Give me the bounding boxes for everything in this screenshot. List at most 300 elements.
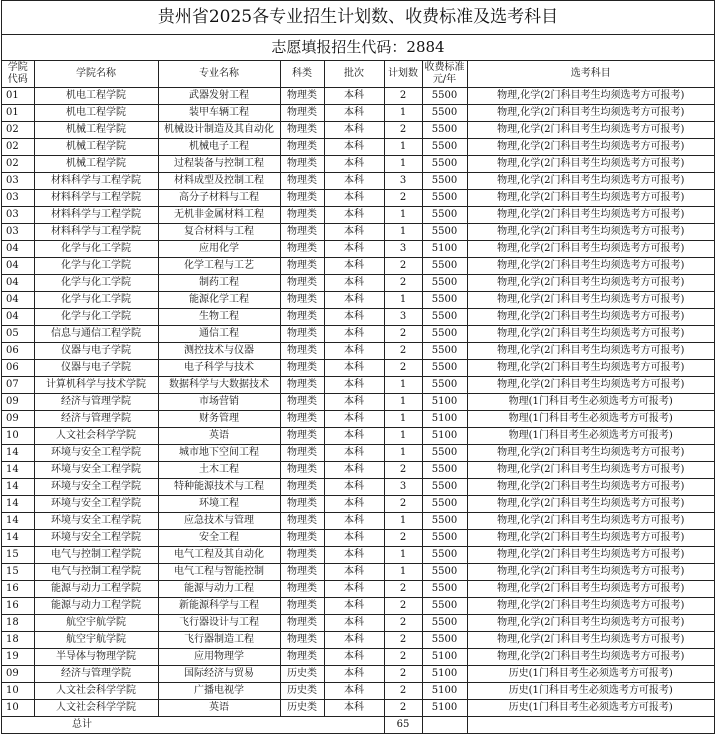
cell-college-name: 化学与化工学院 (34, 292, 158, 309)
cell-college-code: 09 (2, 666, 34, 683)
cell-batch: 本科 (324, 700, 384, 717)
cell-plan-count: 1 (384, 428, 422, 445)
cell-college-name: 仪器与电子学院 (34, 360, 158, 377)
cell-batch: 本科 (324, 530, 384, 547)
cell-plan-count: 2 (384, 666, 422, 683)
header-category: 科类 (280, 61, 324, 88)
table-row (2, 598, 714, 615)
table-row (2, 428, 714, 445)
table-row (2, 581, 714, 598)
cell-category: 物理类 (280, 224, 324, 241)
cell-subjects: 物理,化学(2门科目考生均须选考方可报考) (467, 649, 714, 666)
cell-college-code: 02 (2, 156, 34, 173)
cell-college-code: 15 (2, 547, 34, 564)
cell-category: 历史类 (280, 700, 324, 717)
cell-college-name: 航空宇航学院 (34, 632, 158, 649)
cell-plan-count: 2 (384, 462, 422, 479)
cell-college-code: 03 (2, 173, 34, 190)
cell-college-code: 03 (2, 207, 34, 224)
cell-college-name: 环境与安全工程学院 (34, 462, 158, 479)
table-row (2, 462, 714, 479)
cell-plan-count: 1 (384, 513, 422, 530)
cell-fee: 5100 (422, 428, 467, 445)
cell-college-code: 16 (2, 598, 34, 615)
cell-plan-count: 1 (384, 411, 422, 428)
cell-fee: 5500 (422, 496, 467, 513)
table-row (2, 139, 714, 156)
cell-batch: 本科 (324, 598, 384, 615)
table-row (2, 394, 714, 411)
cell-category: 物理类 (280, 207, 324, 224)
header-college-name: 学院名称 (34, 61, 158, 88)
table-row (2, 411, 714, 428)
cell-subjects: 物理,化学(2门科目考生均须选考方可报考) (467, 377, 714, 394)
cell-college-name: 电气与控制工程学院 (34, 564, 158, 581)
cell-fee: 5500 (422, 445, 467, 462)
cell-subjects: 历史(1门科目考生必须选考方可报考) (467, 683, 714, 700)
cell-batch: 本科 (324, 581, 384, 598)
table-row (2, 292, 714, 309)
cell-major-name: 安全工程 (158, 530, 280, 547)
table-header-row (2, 61, 714, 88)
cell-category: 历史类 (280, 666, 324, 683)
cell-fee: 5500 (422, 513, 467, 530)
cell-subjects: 历史(1门科目考生必须选考方可报考) (467, 700, 714, 717)
cell-subjects: 物理,化学(2门科目考生均须选考方可报考) (467, 496, 714, 513)
cell-major-name: 英语 (158, 428, 280, 445)
cell-college-code: 01 (2, 88, 34, 105)
cell-batch: 本科 (324, 139, 384, 156)
cell-subjects: 物理,化学(2门科目考生均须选考方可报考) (467, 598, 714, 615)
cell-fee: 5500 (422, 326, 467, 343)
cell-college-name: 化学与化工学院 (34, 258, 158, 275)
cell-batch: 本科 (324, 241, 384, 258)
cell-major-name: 通信工程 (158, 326, 280, 343)
cell-subjects: 物理,化学(2门科目考生均须选考方可报考) (467, 581, 714, 598)
cell-major-name: 新能源科学与工程 (158, 598, 280, 615)
cell-major-name: 飞行器制造工程 (158, 632, 280, 649)
table-row (2, 156, 714, 173)
admission-plan-table (2, 61, 714, 734)
cell-college-code: 01 (2, 105, 34, 122)
cell-major-name: 化学工程与工艺 (158, 258, 280, 275)
cell-subjects: 物理,化学(2门科目考生均须选考方可报考) (467, 530, 714, 547)
table-row (2, 649, 714, 666)
cell-college-code: 04 (2, 241, 34, 258)
header-major-name: 专业名称 (158, 61, 280, 88)
cell-fee: 5500 (422, 105, 467, 122)
cell-fee: 5500 (422, 292, 467, 309)
table-row (2, 513, 714, 530)
cell-college-code: 10 (2, 428, 34, 445)
cell-college-name: 人文社会科学学院 (34, 700, 158, 717)
cell-college-name: 能源与动力工程学院 (34, 581, 158, 598)
cell-plan-count: 2 (384, 122, 422, 139)
cell-college-code: 10 (2, 683, 34, 700)
cell-subjects: 物理,化学(2门科目考生均须选考方可报考) (467, 139, 714, 156)
cell-category: 物理类 (280, 173, 324, 190)
cell-major-name: 电子科学与技术 (158, 360, 280, 377)
total-fee-cell (422, 717, 467, 734)
cell-college-name: 机械工程学院 (34, 156, 158, 173)
cell-subjects: 物理,化学(2门科目考生均须选考方可报考) (467, 513, 714, 530)
cell-plan-count: 1 (384, 445, 422, 462)
cell-college-name: 计算机科学与技术学院 (34, 377, 158, 394)
cell-major-name: 应急技术与管理 (158, 513, 280, 530)
cell-fee: 5500 (422, 615, 467, 632)
cell-major-name: 特种能源技术与工程 (158, 479, 280, 496)
cell-college-name: 仪器与电子学院 (34, 343, 158, 360)
cell-subjects: 物理,化学(2门科目考生均须选考方可报考) (467, 207, 714, 224)
cell-college-name: 材料科学与工程学院 (34, 207, 158, 224)
cell-fee: 5100 (422, 411, 467, 428)
cell-batch: 本科 (324, 513, 384, 530)
enrollment-code: 志愿填报招生代码：2884 (2, 35, 714, 61)
cell-major-name: 市场营销 (158, 394, 280, 411)
cell-batch: 本科 (324, 275, 384, 292)
cell-fee: 5500 (422, 309, 467, 326)
cell-category: 物理类 (280, 632, 324, 649)
table-row (2, 326, 714, 343)
table-row (2, 173, 714, 190)
cell-category: 物理类 (280, 360, 324, 377)
cell-major-name: 城市地下空间工程 (158, 445, 280, 462)
cell-subjects: 物理,化学(2门科目考生均须选考方可报考) (467, 241, 714, 258)
cell-plan-count: 1 (384, 377, 422, 394)
cell-college-name: 机电工程学院 (34, 88, 158, 105)
table-row (2, 360, 714, 377)
cell-category: 物理类 (280, 275, 324, 292)
cell-category: 物理类 (280, 88, 324, 105)
cell-college-code: 06 (2, 360, 34, 377)
cell-category: 物理类 (280, 428, 324, 445)
cell-batch: 本科 (324, 326, 384, 343)
cell-college-code: 14 (2, 530, 34, 547)
cell-fee: 5100 (422, 683, 467, 700)
cell-college-name: 环境与安全工程学院 (34, 513, 158, 530)
cell-subjects: 物理(1门科目考生必须选考方可报考) (467, 394, 714, 411)
cell-college-code: 14 (2, 513, 34, 530)
cell-subjects: 物理,化学(2门科目考生均须选考方可报考) (467, 190, 714, 207)
table-row (2, 275, 714, 292)
cell-category: 物理类 (280, 513, 324, 530)
cell-category: 物理类 (280, 309, 324, 326)
cell-batch: 本科 (324, 496, 384, 513)
cell-college-code: 05 (2, 326, 34, 343)
cell-category: 历史类 (280, 683, 324, 700)
cell-batch: 本科 (324, 428, 384, 445)
cell-fee: 5500 (422, 598, 467, 615)
cell-college-code: 18 (2, 632, 34, 649)
cell-batch: 本科 (324, 377, 384, 394)
cell-subjects: 物理,化学(2门科目考生均须选考方可报考) (467, 292, 714, 309)
cell-fee: 5500 (422, 462, 467, 479)
cell-college-name: 化学与化工学院 (34, 241, 158, 258)
cell-college-name: 环境与安全工程学院 (34, 496, 158, 513)
cell-college-name: 环境与安全工程学院 (34, 530, 158, 547)
cell-batch: 本科 (324, 547, 384, 564)
cell-fee: 5100 (422, 394, 467, 411)
cell-plan-count: 2 (384, 581, 422, 598)
cell-subjects: 物理,化学(2门科目考生均须选考方可报考) (467, 445, 714, 462)
cell-plan-count: 2 (384, 683, 422, 700)
cell-subjects: 物理,化学(2门科目考生均须选考方可报考) (467, 88, 714, 105)
cell-batch: 本科 (324, 258, 384, 275)
header-college-code: 学院 代码 (2, 61, 34, 88)
cell-major-name: 测控技术与仪器 (158, 343, 280, 360)
cell-category: 物理类 (280, 122, 324, 139)
cell-college-name: 经济与管理学院 (34, 394, 158, 411)
cell-plan-count: 1 (384, 547, 422, 564)
cell-category: 物理类 (280, 411, 324, 428)
table-row (2, 615, 714, 632)
cell-fee: 5500 (422, 581, 467, 598)
cell-fee: 5100 (422, 700, 467, 717)
cell-batch: 本科 (324, 411, 384, 428)
total-label: 总计 (2, 717, 384, 734)
cell-college-code: 14 (2, 445, 34, 462)
cell-college-code: 02 (2, 139, 34, 156)
cell-fee: 5100 (422, 649, 467, 666)
cell-college-name: 环境与安全工程学院 (34, 479, 158, 496)
cell-plan-count: 2 (384, 700, 422, 717)
cell-subjects: 物理,化学(2门科目考生均须选考方可报考) (467, 122, 714, 139)
header-subjects: 选考科目 (467, 61, 714, 88)
cell-major-name: 武器发射工程 (158, 88, 280, 105)
cell-batch: 本科 (324, 343, 384, 360)
cell-college-name: 人文社会科学学院 (34, 683, 158, 700)
cell-major-name: 国际经济与贸易 (158, 666, 280, 683)
cell-major-name: 电气工程及其自动化 (158, 547, 280, 564)
cell-subjects: 物理,化学(2门科目考生均须选考方可报考) (467, 360, 714, 377)
cell-fee: 5500 (422, 207, 467, 224)
cell-college-name: 化学与化工学院 (34, 309, 158, 326)
cell-college-name: 材料科学与工程学院 (34, 190, 158, 207)
cell-college-name: 机械工程学院 (34, 122, 158, 139)
cell-major-name: 应用化学 (158, 241, 280, 258)
cell-major-name: 高分子材料与工程 (158, 190, 280, 207)
cell-plan-count: 1 (384, 207, 422, 224)
cell-college-code: 04 (2, 309, 34, 326)
cell-subjects: 物理,化学(2门科目考生均须选考方可报考) (467, 564, 714, 581)
cell-batch: 本科 (324, 683, 384, 700)
cell-major-name: 数据科学与大数据技术 (158, 377, 280, 394)
cell-category: 物理类 (280, 530, 324, 547)
cell-college-code: 03 (2, 190, 34, 207)
cell-fee: 5500 (422, 258, 467, 275)
table-row (2, 309, 714, 326)
cell-major-name: 复合材料与工程 (158, 224, 280, 241)
cell-batch: 本科 (324, 394, 384, 411)
cell-college-name: 半导体与物理学院 (34, 649, 158, 666)
cell-batch: 本科 (324, 615, 384, 632)
admission-plan-sheet (1, 0, 715, 734)
cell-college-code: 06 (2, 343, 34, 360)
cell-college-name: 人文社会科学学院 (34, 428, 158, 445)
cell-category: 物理类 (280, 496, 324, 513)
cell-category: 物理类 (280, 377, 324, 394)
cell-batch: 本科 (324, 105, 384, 122)
table-row (2, 105, 714, 122)
cell-subjects: 物理,化学(2门科目考生均须选考方可报考) (467, 547, 714, 564)
cell-subjects: 物理(1门科目考生必须选考方可报考) (467, 411, 714, 428)
cell-plan-count: 2 (384, 258, 422, 275)
cell-batch: 本科 (324, 190, 384, 207)
cell-plan-count: 3 (384, 479, 422, 496)
cell-category: 物理类 (280, 462, 324, 479)
cell-fee: 5500 (422, 88, 467, 105)
cell-fee: 5500 (422, 190, 467, 207)
cell-plan-count: 1 (384, 292, 422, 309)
cell-subjects: 物理,化学(2门科目考生均须选考方可报考) (467, 632, 714, 649)
page-title: 贵州省2025各专业招生计划数、收费标准及选考科目 (2, 1, 714, 35)
cell-fee: 5500 (422, 139, 467, 156)
cell-plan-count: 1 (384, 139, 422, 156)
cell-subjects: 物理,化学(2门科目考生均须选考方可报考) (467, 479, 714, 496)
cell-category: 物理类 (280, 581, 324, 598)
table-row (2, 190, 714, 207)
cell-college-code: 04 (2, 258, 34, 275)
cell-college-code: 14 (2, 496, 34, 513)
cell-major-name: 材料成型及控制工程 (158, 173, 280, 190)
cell-category: 物理类 (280, 156, 324, 173)
table-row (2, 700, 714, 717)
cell-category: 物理类 (280, 105, 324, 122)
cell-college-name: 电气与控制工程学院 (34, 547, 158, 564)
cell-college-code: 18 (2, 615, 34, 632)
cell-fee: 5500 (422, 360, 467, 377)
cell-college-name: 能源与动力工程学院 (34, 598, 158, 615)
cell-plan-count: 2 (384, 530, 422, 547)
cell-fee: 5500 (422, 343, 467, 360)
cell-plan-count: 1 (384, 105, 422, 122)
cell-plan-count: 2 (384, 343, 422, 360)
cell-category: 物理类 (280, 241, 324, 258)
cell-plan-count: 2 (384, 496, 422, 513)
cell-subjects: 历史(1门科目考生必须选考方可报考) (467, 666, 714, 683)
table-body (2, 88, 714, 717)
header-plan-count: 计划数 (384, 61, 422, 88)
cell-major-name: 过程装备与控制工程 (158, 156, 280, 173)
cell-major-name: 能源化学工程 (158, 292, 280, 309)
total-row (2, 717, 714, 734)
table-row (2, 564, 714, 581)
table-row (2, 496, 714, 513)
cell-category: 物理类 (280, 479, 324, 496)
cell-plan-count: 2 (384, 615, 422, 632)
cell-subjects: 物理,化学(2门科目考生均须选考方可报考) (467, 615, 714, 632)
table-row (2, 666, 714, 683)
cell-college-code: 14 (2, 462, 34, 479)
cell-subjects: 物理,化学(2门科目考生均须选考方可报考) (467, 105, 714, 122)
cell-category: 物理类 (280, 394, 324, 411)
table-row (2, 445, 714, 462)
cell-major-name: 英语 (158, 700, 280, 717)
cell-batch: 本科 (324, 88, 384, 105)
table-row (2, 241, 714, 258)
cell-fee: 5500 (422, 530, 467, 547)
cell-plan-count: 2 (384, 598, 422, 615)
cell-college-name: 材料科学与工程学院 (34, 173, 158, 190)
table-row (2, 88, 714, 105)
cell-fee: 5500 (422, 173, 467, 190)
cell-college-code: 15 (2, 564, 34, 581)
cell-subjects: 物理,化学(2门科目考生均须选考方可报考) (467, 309, 714, 326)
cell-fee: 5500 (422, 564, 467, 581)
cell-plan-count: 1 (384, 156, 422, 173)
cell-plan-count: 3 (384, 241, 422, 258)
cell-plan-count: 3 (384, 309, 422, 326)
cell-college-name: 材料科学与工程学院 (34, 224, 158, 241)
cell-fee: 5100 (422, 241, 467, 258)
cell-batch: 本科 (324, 462, 384, 479)
cell-college-code: 07 (2, 377, 34, 394)
table-row (2, 632, 714, 649)
cell-category: 物理类 (280, 139, 324, 156)
cell-category: 物理类 (280, 190, 324, 207)
cell-college-code: 09 (2, 411, 34, 428)
cell-fee: 5500 (422, 275, 467, 292)
cell-college-code: 09 (2, 394, 34, 411)
cell-college-name: 机械工程学院 (34, 139, 158, 156)
cell-major-name: 装甲车辆工程 (158, 105, 280, 122)
total-plan-count: 65 (384, 717, 422, 734)
cell-college-name: 经济与管理学院 (34, 666, 158, 683)
table-row (2, 122, 714, 139)
cell-fee: 5500 (422, 479, 467, 496)
cell-college-code: 02 (2, 122, 34, 139)
cell-major-name: 无机非金属材料工程 (158, 207, 280, 224)
cell-major-name: 生物工程 (158, 309, 280, 326)
cell-batch: 本科 (324, 649, 384, 666)
cell-category: 物理类 (280, 615, 324, 632)
cell-batch: 本科 (324, 292, 384, 309)
cell-college-code: 14 (2, 479, 34, 496)
table-row (2, 683, 714, 700)
cell-major-name: 飞行器设计与工程 (158, 615, 280, 632)
cell-plan-count: 1 (384, 224, 422, 241)
cell-subjects: 物理,化学(2门科目考生均须选考方可报考) (467, 275, 714, 292)
cell-category: 物理类 (280, 649, 324, 666)
cell-major-name: 财务管理 (158, 411, 280, 428)
cell-college-name: 环境与安全工程学院 (34, 445, 158, 462)
table-row (2, 547, 714, 564)
cell-major-name: 能源与动力工程 (158, 581, 280, 598)
cell-category: 物理类 (280, 445, 324, 462)
cell-fee: 5500 (422, 632, 467, 649)
cell-college-name: 机电工程学院 (34, 105, 158, 122)
cell-category: 物理类 (280, 326, 324, 343)
cell-batch: 本科 (324, 632, 384, 649)
cell-category: 物理类 (280, 258, 324, 275)
cell-college-code: 16 (2, 581, 34, 598)
cell-subjects: 物理,化学(2门科目考生均须选考方可报考) (467, 343, 714, 360)
cell-fee: 5500 (422, 377, 467, 394)
cell-college-code: 03 (2, 224, 34, 241)
cell-subjects: 物理,化学(2门科目考生均须选考方可报考) (467, 462, 714, 479)
cell-plan-count: 3 (384, 173, 422, 190)
cell-batch: 本科 (324, 156, 384, 173)
cell-major-name: 机械设计制造及其自动化 (158, 122, 280, 139)
cell-plan-count: 2 (384, 326, 422, 343)
cell-college-code: 19 (2, 649, 34, 666)
cell-fee: 5100 (422, 666, 467, 683)
cell-batch: 本科 (324, 224, 384, 241)
cell-major-name: 应用物理学 (158, 649, 280, 666)
cell-fee: 5500 (422, 224, 467, 241)
cell-college-name: 航空宇航学院 (34, 615, 158, 632)
cell-batch: 本科 (324, 666, 384, 683)
